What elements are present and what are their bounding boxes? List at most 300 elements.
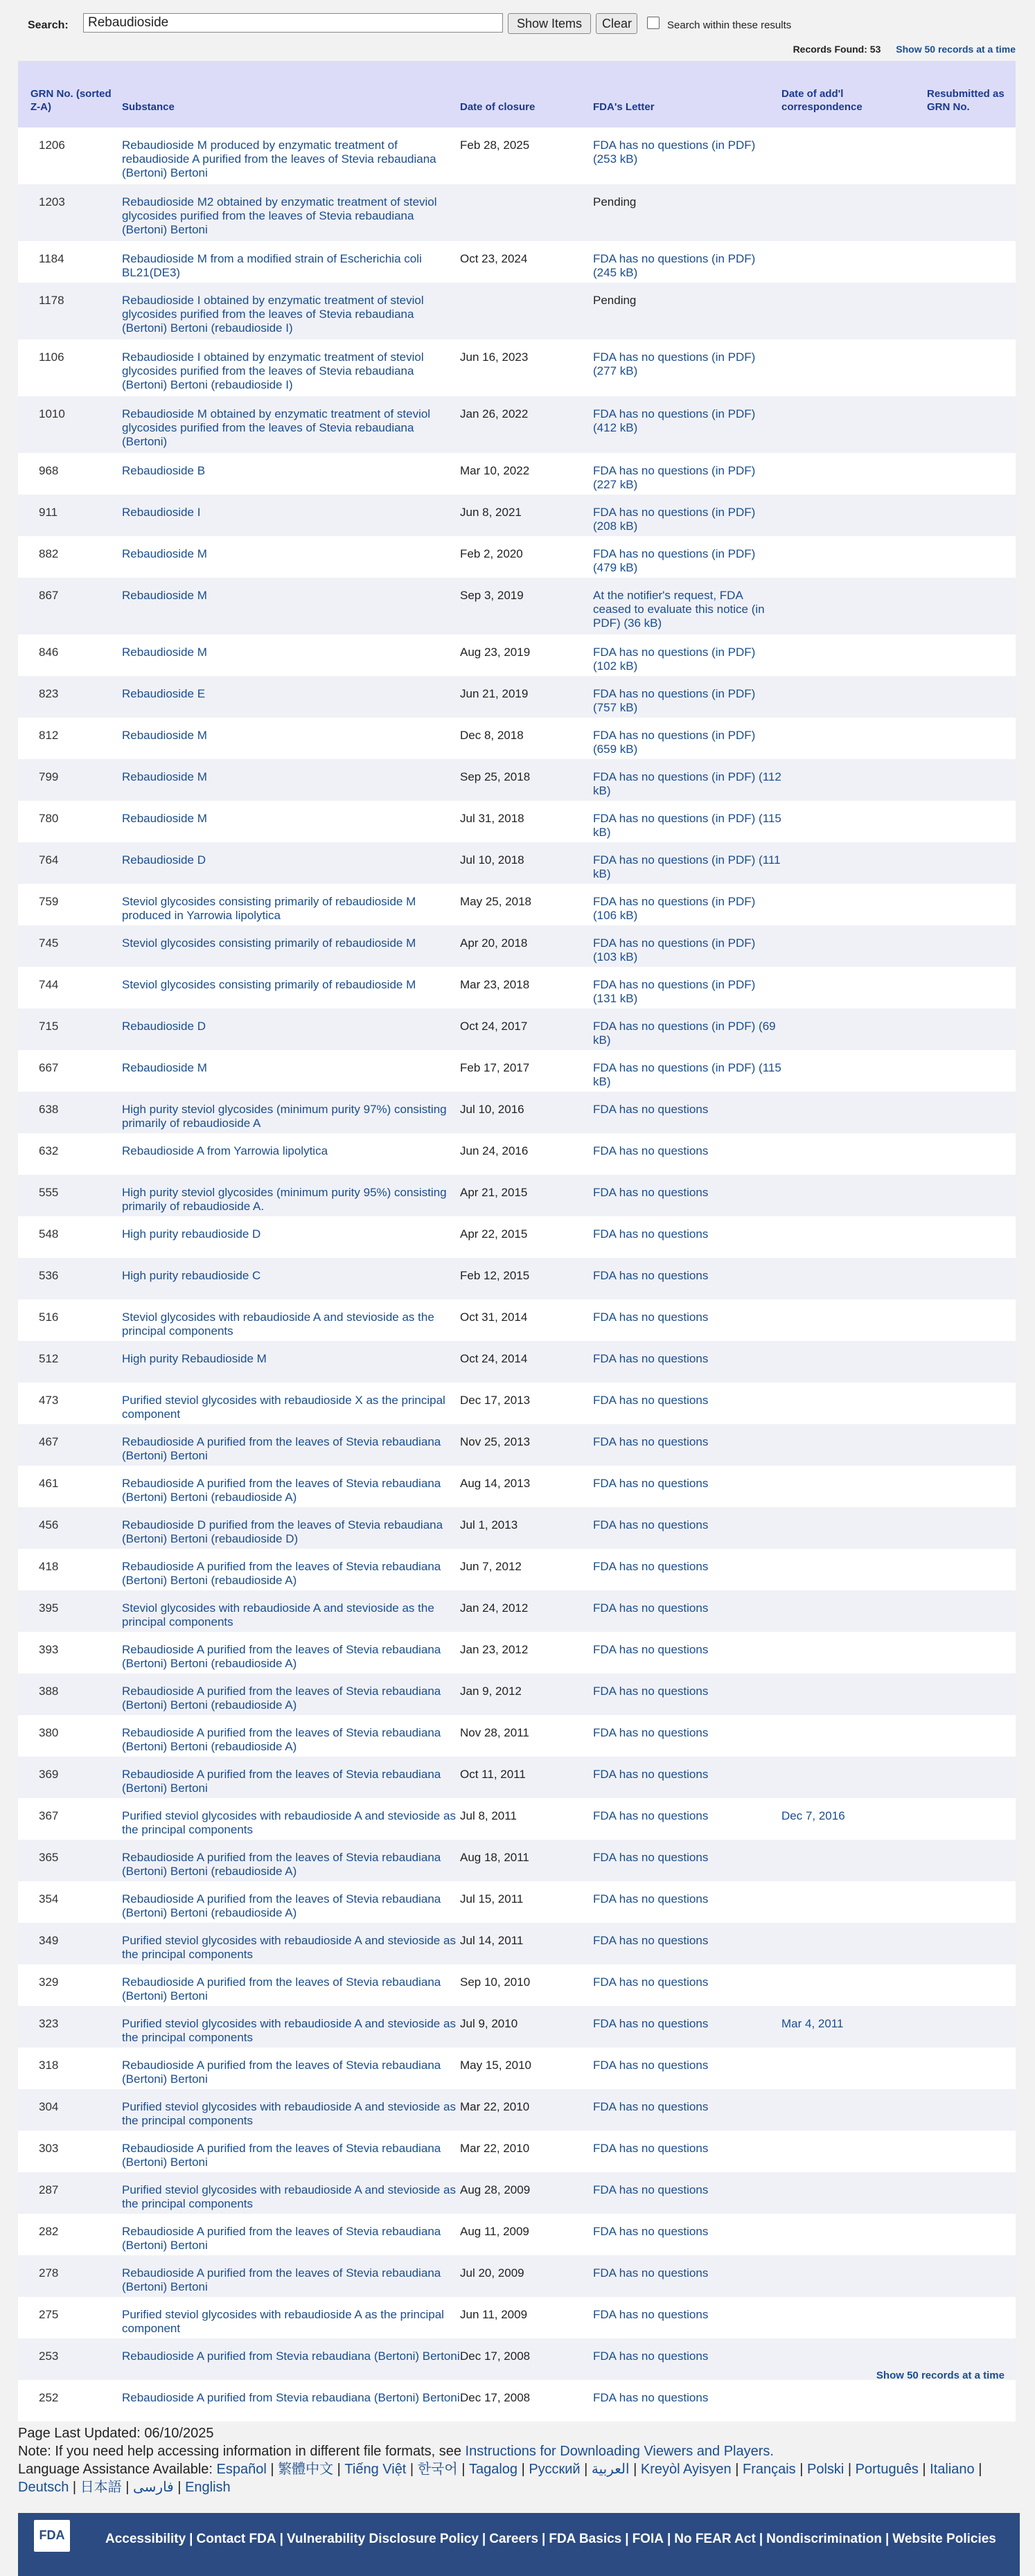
- cell-resubmitted-grn: [927, 1133, 1016, 1175]
- substance-link[interactable]: Steviol glycosides with rebaudioside A and stevioside as the principal components: [122, 1601, 434, 1628]
- cell-resubmitted-grn: [927, 925, 1016, 967]
- table-row: [18, 1341, 1016, 1383]
- fda-letter[interactable]: FDA has no questions: [593, 1809, 709, 1822]
- cell-resubmitted-grn: [927, 2089, 1016, 2131]
- footer-separator: |: [625, 2532, 629, 2546]
- language-link[interactable]: Kreyòl Ayisyen: [640, 2462, 732, 2477]
- cell-grn-number: 715: [39, 1020, 59, 1033]
- cell-grn-number: 745: [39, 936, 59, 950]
- substance-link[interactable]: Purified steviol glycosides with rebaudioside A and stevioside as the principal components: [122, 2183, 456, 2210]
- cell-correspondence-date: [781, 1881, 927, 1923]
- fda-letter[interactable]: FDA has no questions: [593, 2266, 709, 2280]
- cell-closure-date: Mar 22, 2010: [460, 2100, 530, 2113]
- substance-link[interactable]: Rebaudioside M: [122, 646, 207, 659]
- fda-letter[interactable]: FDA has no questions (in PDF) (227 kB): [593, 464, 756, 491]
- cell-substance-link: [122, 1798, 460, 1840]
- col-header-correspondence[interactable]: Date of add'l correspondence: [781, 88, 862, 113]
- cell-grn-number: 456: [39, 1518, 59, 1531]
- fda-letter[interactable]: FDA has no questions (in PDF) (131 kB): [593, 978, 756, 1005]
- cell-correspondence-date: [781, 884, 927, 925]
- cell-fda-letter: [593, 1466, 781, 1507]
- cell-fda-letter: [593, 2048, 781, 2089]
- language-link[interactable]: Español: [216, 2462, 267, 2477]
- cell-grn-number: 911: [39, 506, 58, 519]
- cell-correspondence-date: [781, 396, 927, 453]
- cell-closure-date: Dec 17, 2013: [460, 1394, 531, 1407]
- cell-fda-letter: [593, 241, 781, 283]
- table-row: [18, 1383, 1016, 1424]
- substance-link[interactable]: Rebaudioside A purified from the leaves of Stevia rebaudiana (Bertoni) Bertoni (rebaudioside A): [122, 1477, 441, 1504]
- cell-resubmitted-grn: [927, 1632, 1016, 1673]
- language-separator: |: [518, 2462, 529, 2477]
- cell-substance-link: [122, 2006, 460, 2048]
- cell-grn-number: 882: [39, 547, 59, 560]
- cell-resubmitted-grn: [927, 2131, 1016, 2172]
- cell-correspondence-date: [781, 2048, 927, 2089]
- cell-grn-number: 304: [39, 2100, 59, 2113]
- fda-letter[interactable]: FDA has no questions: [593, 2391, 709, 2404]
- cell-fda-letter: [593, 1881, 781, 1923]
- cell-correspondence-date: [781, 2380, 927, 2422]
- table-row: [18, 801, 1016, 842]
- cell-substance-link: [122, 925, 460, 967]
- table-row: [18, 967, 1016, 1009]
- language-link[interactable]: English: [185, 2480, 231, 2495]
- substance-link[interactable]: Rebaudioside M from a modified strain of Escherichia coli BL21(DE3): [122, 252, 422, 279]
- table-row: [18, 453, 1016, 495]
- cell-correspondence-date: [781, 453, 927, 495]
- substance-link[interactable]: Purified steviol glycosides with rebaudioside A and stevioside as the principal components: [122, 2100, 456, 2127]
- cell-closure-date: Jun 8, 2021: [460, 506, 522, 519]
- language-link[interactable]: Deutsch: [18, 2480, 69, 2495]
- substance-link[interactable]: Rebaudioside D: [122, 853, 206, 867]
- fda-letter[interactable]: FDA has no questions: [593, 1186, 709, 1199]
- substance-link[interactable]: Steviol glycosides consisting primarily of rebaudioside M: [122, 936, 416, 950]
- fda-letter[interactable]: FDA has no questions (in PDF) (412 kB): [593, 407, 756, 434]
- table-row: [18, 396, 1016, 453]
- cell-correspondence-date: [781, 1424, 927, 1466]
- cell-substance-link: [122, 759, 460, 801]
- cell-fda-letter: [593, 718, 781, 759]
- table-row: [18, 1466, 1016, 1507]
- cell-grn-number: 1206: [39, 139, 65, 152]
- fda-letter[interactable]: FDA has no questions: [593, 1435, 709, 1448]
- cell-resubmitted-grn: [927, 1673, 1016, 1715]
- cell-resubmitted-grn: [927, 1964, 1016, 2006]
- fda-letter[interactable]: FDA has no questions (in PDF) (659 kB): [593, 729, 756, 756]
- cell-substance-link: [122, 1009, 460, 1050]
- cell-correspondence-date: [781, 127, 927, 184]
- substance-link[interactable]: Rebaudioside M produced by enzymatic treatment of rebaudioside A purified from the leaves of Stevia rebaudiana (Bertoni) Bertoni: [122, 139, 436, 179]
- substance-link[interactable]: Rebaudioside A purified from the leaves of Stevia rebaudiana (Bertoni) Bertoni (rebaudioside A): [122, 1685, 441, 1712]
- fda-letter[interactable]: FDA has no questions (in PDF) (102 kB): [593, 646, 756, 673]
- fda-letter[interactable]: FDA has no questions: [593, 1144, 709, 1157]
- language-separator: |: [974, 2462, 982, 2477]
- cell-substance-link: [122, 1466, 460, 1507]
- substance-link[interactable]: High purity rebaudioside C: [122, 1269, 261, 1282]
- cell-closure-date: Jun 7, 2012: [460, 1560, 522, 1573]
- footer-separator: |: [279, 2532, 283, 2546]
- cell-substance-link: [122, 2131, 460, 2172]
- fda-letter[interactable]: FDA has no questions (in PDF) (112 kB): [593, 770, 781, 797]
- substance-link[interactable]: High purity steviol glycosides (minimum purity 97%) consisting primarily of rebaudioside A: [122, 1103, 447, 1130]
- substance-link[interactable]: Purified steviol glycosides with rebaudioside A as the principal component: [122, 2308, 444, 2335]
- cell-grn-number: 349: [39, 1934, 59, 1947]
- substance-link[interactable]: Purified steviol glycosides with rebaudioside A and stevioside as the principal components: [122, 1809, 456, 1836]
- fda-letter[interactable]: FDA has no questions: [593, 1560, 709, 1573]
- fda-letter[interactable]: FDA has no questions (in PDF) (208 kB): [593, 506, 756, 533]
- cell-grn-number: 418: [39, 1560, 59, 1573]
- substance-link[interactable]: Rebaudioside A from Yarrowia lipolytica: [122, 1144, 328, 1157]
- table-row: [18, 718, 1016, 759]
- cell-substance-link: [122, 967, 460, 1009]
- fda-letter[interactable]: FDA has no questions: [593, 1892, 709, 1906]
- substance-link[interactable]: Steviol glycosides consisting primarily of rebaudioside M: [122, 978, 416, 991]
- cell-closure-date: Oct 24, 2017: [460, 1020, 528, 1033]
- substance-link[interactable]: Rebaudioside M: [122, 1061, 207, 1074]
- substance-link[interactable]: Rebaudioside A purified from the leaves of Stevia rebaudiana (Bertoni) Bertoni: [122, 2059, 441, 2086]
- cell-fda-letter: [593, 1175, 781, 1216]
- language-link[interactable]: 日本語: [80, 2480, 122, 2495]
- fda-letter[interactable]: FDA has no questions: [593, 1851, 709, 1864]
- language-link[interactable]: العربية: [591, 2462, 630, 2477]
- table-row: [18, 925, 1016, 967]
- cell-resubmitted-grn: [927, 1923, 1016, 1964]
- fda-letter[interactable]: FDA has no questions (in PDF) (277 kB): [593, 350, 756, 377]
- table-row: [18, 1175, 1016, 1216]
- cell-correspondence-date: [781, 1632, 927, 1673]
- cell-grn-number: 367: [39, 1809, 59, 1822]
- col-header-letter[interactable]: FDA's Letter: [593, 101, 655, 113]
- fda-letter[interactable]: FDA has no questions (in PDF) (115 kB): [593, 812, 781, 839]
- language-link[interactable]: فارسی: [133, 2480, 174, 2495]
- correspondence-date[interactable]: Dec 7, 2016: [781, 1809, 845, 1822]
- fda-letter[interactable]: FDA has no questions: [593, 1227, 709, 1241]
- fda-letter[interactable]: FDA has no questions: [593, 1518, 709, 1531]
- table-row: [18, 2338, 1016, 2380]
- cell-closure-date: Aug 23, 2019: [460, 646, 531, 659]
- fda-letter[interactable]: FDA has no questions: [593, 1975, 709, 1989]
- cell-substance-link: [122, 718, 460, 759]
- cell-grn-number: 555: [39, 1186, 59, 1199]
- cell-closure-date: Oct 23, 2024: [460, 252, 528, 265]
- cell-grn-number: 461: [39, 1477, 59, 1490]
- language-link[interactable]: Tagalog: [468, 2462, 518, 2477]
- cell-correspondence-date: [781, 1798, 927, 1840]
- fda-letter[interactable]: FDA has no questions (in PDF) (115 kB): [593, 1061, 781, 1088]
- substance-link[interactable]: Rebaudioside A purified from the leaves of Stevia rebaudiana (Bertoni) Bertoni (rebaudioside A): [122, 1726, 441, 1753]
- cell-correspondence-date: [781, 1299, 927, 1341]
- cell-resubmitted-grn: [927, 536, 1016, 578]
- fda-letter[interactable]: FDA has no questions: [593, 1685, 709, 1698]
- substance-link[interactable]: Rebaudioside E: [122, 687, 206, 700]
- col-header-grn[interactable]: GRN No. (sorted Z-A): [30, 88, 112, 113]
- cell-resubmitted-grn: [927, 127, 1016, 184]
- table-row: [18, 1258, 1016, 1299]
- table-header-row: [18, 61, 1016, 127]
- language-link[interactable]: Italiano: [930, 2462, 975, 2477]
- substance-link[interactable]: Rebaudioside A purified from Stevia rebaudiana (Bertoni) Bertoni: [122, 2391, 460, 2404]
- cell-resubmitted-grn: [927, 1840, 1016, 1881]
- show-items-button[interactable]: Show Items: [508, 13, 591, 34]
- language-link[interactable]: 繁體中文: [278, 2462, 334, 2477]
- cell-fda-letter: [593, 2255, 781, 2297]
- cell-correspondence-date: [781, 2214, 927, 2255]
- substance-link[interactable]: Rebaudioside D: [122, 1020, 206, 1033]
- cell-grn-number: 318: [39, 2059, 59, 2072]
- cell-fda-letter: [593, 1341, 781, 1383]
- show-50-link-bottom[interactable]: Show 50 records at a time: [876, 2370, 1005, 2381]
- language-link[interactable]: Français: [742, 2462, 796, 2477]
- fda-letter[interactable]: FDA has no questions: [593, 2142, 709, 2155]
- substance-link[interactable]: Rebaudioside A purified from the leaves of Stevia rebaudiana (Bertoni) Bertoni (rebaudioside A): [122, 1851, 441, 1878]
- cell-resubmitted-grn: [927, 396, 1016, 453]
- fda-letter[interactable]: FDA has no questions: [593, 1352, 709, 1365]
- substance-link[interactable]: Rebaudioside M obtained by enzymatic treatment of steviol glycosides purified from the leaves of Stevia rebaudiana (Bertoni): [122, 407, 431, 448]
- cell-correspondence-date: [781, 801, 927, 842]
- substance-link[interactable]: Rebaudioside I obtained by enzymatic treatment of steviol glycosides purified from the leaves of Stevia rebaudiana (Bertoni) Bertoni (rebaudioside I): [122, 294, 424, 335]
- cell-substance-link: [122, 1923, 460, 1964]
- table-row: [18, 1549, 1016, 1590]
- substance-link[interactable]: Rebaudioside A purified from the leaves of Stevia rebaudiana (Bertoni) Bertoni: [122, 1435, 441, 1462]
- substance-link[interactable]: Rebaudioside M: [122, 547, 207, 560]
- cell-resubmitted-grn: [927, 801, 1016, 842]
- substance-link[interactable]: Rebaudioside M: [122, 770, 207, 783]
- cell-substance-link: [122, 1840, 460, 1881]
- fda-letter[interactable]: FDA has no questions: [593, 2350, 709, 2363]
- cell-grn-number: 1010: [39, 407, 65, 420]
- show-50-link[interactable]: Show 50 records at a time: [896, 44, 1016, 55]
- cell-correspondence-date: [781, 1341, 927, 1383]
- table-row: [18, 1216, 1016, 1258]
- cell-grn-number: 252: [39, 2391, 59, 2404]
- table-row: [18, 2048, 1016, 2089]
- substance-link[interactable]: High purity steviol glycosides (minimum purity 95%) consisting primarily of rebaudioside A.: [122, 1186, 447, 1213]
- cell-grn-number: 323: [39, 2017, 59, 2030]
- substance-link[interactable]: Rebaudioside A purified from the leaves of Stevia rebaudiana (Bertoni) Bertoni: [122, 2225, 441, 2252]
- fda-letter[interactable]: FDA has no questions: [593, 1103, 709, 1116]
- cell-resubmitted-grn: [927, 634, 1016, 676]
- cell-grn-number: 365: [39, 1851, 59, 1864]
- fda-letter[interactable]: FDA has no questions: [593, 1311, 709, 1324]
- cell-correspondence-date: [781, 1757, 927, 1798]
- substance-link[interactable]: Rebaudioside A purified from the leaves of Stevia rebaudiana (Bertoni) Bertoni: [122, 2142, 441, 2169]
- substance-link[interactable]: Rebaudioside I obtained by enzymatic treatment of steviol glycosides purified from the leaves of Stevia rebaudiana (Bertoni) Bertoni (rebaudioside I): [122, 350, 424, 391]
- cell-substance-link: [122, 127, 460, 184]
- cell-closure-date: Aug 14, 2013: [460, 1477, 531, 1490]
- col-header-resubmitted[interactable]: Resubmitted as GRN No.: [927, 88, 1005, 113]
- cell-fda-letter: [593, 2089, 781, 2131]
- fda-letter[interactable]: FDA has no questions: [593, 2059, 709, 2072]
- fda-letter[interactable]: FDA has no questions: [593, 1934, 709, 1947]
- substance-link[interactable]: Steviol glycosides with rebaudioside A and stevioside as the principal components: [122, 1311, 434, 1338]
- substance-link[interactable]: Purified steviol glycosides with rebaudioside A and stevioside as the principal components: [122, 2017, 456, 2044]
- cell-correspondence-date: [781, 925, 927, 967]
- cell-closure-date: Aug 28, 2009: [460, 2183, 531, 2196]
- records-label: Records Found:: [793, 44, 867, 55]
- fda-letter[interactable]: FDA has no questions: [593, 2225, 709, 2238]
- cell-correspondence-date: [781, 536, 927, 578]
- search-within-checkbox[interactable]: [647, 17, 660, 29]
- fda-letter[interactable]: FDA has no questions: [593, 2100, 709, 2113]
- cell-correspondence-date: [781, 1507, 927, 1549]
- fda-letter[interactable]: FDA has no questions (in PDF) (106 kB): [593, 895, 756, 922]
- footer-link-website-policies[interactable]: Website Policies: [892, 2532, 996, 2546]
- table-row: [18, 2255, 1016, 2297]
- substance-link[interactable]: Rebaudioside A purified from the leaves of Stevia rebaudiana (Bertoni) Bertoni: [122, 1768, 441, 1795]
- fda-letter[interactable]: FDA has no questions: [593, 2017, 709, 2030]
- substance-link[interactable]: Rebaudioside M: [122, 812, 207, 825]
- language-separator: |: [795, 2462, 807, 2477]
- fda-letter[interactable]: FDA has no questions (in PDF) (103 kB): [593, 936, 756, 963]
- cell-closure-date: Jan 23, 2012: [460, 1643, 529, 1656]
- language-link[interactable]: Tiếng Việt: [344, 2462, 407, 2477]
- cell-fda-letter: [593, 2338, 781, 2380]
- footer-link-no-fear-act[interactable]: No FEAR Act: [674, 2532, 756, 2546]
- cell-grn-number: 275: [39, 2308, 59, 2321]
- fda-letter[interactable]: FDA has no questions: [593, 2183, 709, 2196]
- footer-link-nondiscrimination[interactable]: Nondiscrimination: [766, 2532, 882, 2546]
- col-header-substance[interactable]: Substance: [122, 101, 175, 113]
- substance-link[interactable]: Purified steviol glycosides with rebaudioside A and stevioside as the principal components: [122, 1934, 456, 1961]
- cell-closure-date: Oct 11, 2011: [460, 1768, 526, 1781]
- cell-correspondence-date: [781, 1590, 927, 1632]
- cell-closure-date: May 15, 2010: [460, 2059, 532, 2072]
- substance-link[interactable]: Rebaudioside B: [122, 464, 206, 477]
- fda-logo[interactable]: [34, 2520, 70, 2552]
- col-header-date[interactable]: Date of closure: [460, 101, 536, 113]
- cell-substance-link: [122, 453, 460, 495]
- fda-letter[interactable]: At the notifier's request, FDA ceased to evaluate this notice (in PDF) (36 kB): [593, 589, 765, 630]
- cell-resubmitted-grn: [927, 1341, 1016, 1383]
- cell-closure-date: Feb 28, 2025: [460, 139, 530, 152]
- cell-substance-link: [122, 2089, 460, 2131]
- language-link[interactable]: Русский: [529, 2462, 581, 2477]
- cell-grn-number: 287: [39, 2183, 59, 2196]
- fda-logo-text: FDA: [39, 2528, 65, 2542]
- footer-link-vulnerability-disclosure-policy[interactable]: Vulnerability Disclosure Policy: [286, 2532, 479, 2546]
- fda-letter[interactable]: FDA has no questions (in PDF) (245 kB): [593, 252, 756, 279]
- cell-fda-letter: [593, 1092, 781, 1133]
- table-row: [18, 1092, 1016, 1133]
- cell-substance-link: [122, 1299, 460, 1341]
- viewers-link[interactable]: Instructions for Downloading Viewers and Players.: [465, 2444, 774, 2459]
- cell-correspondence-date: [781, 1383, 927, 1424]
- cell-fda-letter: [593, 1507, 781, 1549]
- fda-letter[interactable]: FDA has no questions (in PDF) (757 kB): [593, 687, 756, 714]
- fda-letter[interactable]: FDA has no questions: [593, 1726, 709, 1739]
- cell-fda-letter: [593, 578, 781, 634]
- substance-link[interactable]: Rebaudioside D purified from the leaves of Stevia rebaudiana (Bertoni) Bertoni (rebaudioside D): [122, 1518, 443, 1545]
- footer-link-accessibility[interactable]: Accessibility: [105, 2532, 186, 2546]
- table-row: [18, 2172, 1016, 2214]
- substance-link[interactable]: Rebaudioside A purified from the leaves of Stevia rebaudiana (Bertoni) Bertoni (rebaudioside A): [122, 1560, 441, 1587]
- substance-link[interactable]: Rebaudioside I: [122, 506, 201, 519]
- table-row: [18, 759, 1016, 801]
- substance-link[interactable]: Steviol glycosides consisting primarily of rebaudioside M produced in Yarrowia lipolytica: [122, 895, 416, 922]
- substance-link[interactable]: Rebaudioside A purified from Stevia rebaudiana (Bertoni) Bertoni: [122, 2350, 460, 2363]
- table-row: [18, 536, 1016, 578]
- substance-link[interactable]: Rebaudioside M: [122, 589, 207, 602]
- substance-link[interactable]: Rebaudioside M2 obtained by enzymatic treatment of steviol glycosides purified from the leaves of Stevia rebaudiana (Bertoni) Bertoni: [122, 195, 437, 236]
- cell-fda-letter: [593, 2214, 781, 2255]
- correspondence-date[interactable]: Mar 4, 2011: [781, 2017, 844, 2030]
- cell-grn-number: 638: [39, 1103, 59, 1116]
- fda-letter[interactable]: FDA has no questions: [593, 1269, 709, 1282]
- cell-fda-letter: [593, 801, 781, 842]
- footer-link-contact-fda[interactable]: Contact FDA: [196, 2532, 276, 2546]
- fda-letter[interactable]: FDA has no questions: [593, 2308, 709, 2321]
- cell-fda-letter: Pending: [593, 294, 637, 307]
- cell-resubmitted-grn: [927, 676, 1016, 718]
- substance-link[interactable]: Rebaudioside M: [122, 729, 207, 742]
- substance-link[interactable]: Rebaudioside A purified from the leaves of Stevia rebaudiana (Bertoni) Bertoni: [122, 2266, 441, 2293]
- language-link[interactable]: 한국어: [417, 2462, 458, 2477]
- footer-link-careers[interactable]: Careers: [489, 2532, 539, 2546]
- cell-closure-date: Feb 2, 2020: [460, 547, 523, 560]
- fda-letter[interactable]: FDA has no questions (in PDF) (111 kB): [593, 853, 781, 880]
- cell-resubmitted-grn: [927, 1299, 1016, 1341]
- cell-substance-link: [122, 396, 460, 453]
- footer-link-fda-basics[interactable]: FDA Basics: [549, 2532, 622, 2546]
- table-row: [18, 1798, 1016, 1840]
- cell-resubmitted-grn: [927, 241, 1016, 283]
- cell-substance-link: [122, 1715, 460, 1757]
- language-separator: |: [333, 2462, 345, 2477]
- fda-letter[interactable]: FDA has no questions: [593, 1768, 709, 1781]
- cell-resubmitted-grn: [927, 759, 1016, 801]
- cell-grn-number: 516: [39, 1311, 59, 1324]
- fda-letter[interactable]: FDA has no questions: [593, 1601, 709, 1615]
- cell-fda-letter: [593, 396, 781, 453]
- footer-link-foia[interactable]: FOIA: [632, 2532, 664, 2546]
- substance-link[interactable]: Rebaudioside A purified from the leaves of Stevia rebaudiana (Bertoni) Bertoni (rebaudioside A): [122, 1643, 441, 1670]
- cell-closure-date: Jul 1, 2013: [460, 1518, 518, 1531]
- cell-substance-link: [122, 842, 460, 884]
- fda-letter[interactable]: FDA has no questions: [593, 1477, 709, 1490]
- cell-fda-letter: [593, 1590, 781, 1632]
- results-table: [18, 61, 1016, 2422]
- cell-substance-link: [122, 1507, 460, 1549]
- fda-letter[interactable]: FDA has no questions: [593, 1643, 709, 1656]
- fda-letter[interactable]: FDA has no questions (in PDF) (69 kB): [593, 1020, 776, 1047]
- language-link[interactable]: Português: [855, 2462, 919, 2477]
- search-input[interactable]: [83, 13, 503, 33]
- fda-letter[interactable]: FDA has no questions (in PDF) (253 kB): [593, 139, 756, 166]
- substance-link[interactable]: High purity rebaudioside D: [122, 1227, 261, 1241]
- cell-resubmitted-grn: [927, 718, 1016, 759]
- cell-closure-date: [460, 184, 593, 241]
- substance-link[interactable]: Rebaudioside A purified from the leaves of Stevia rebaudiana (Bertoni) Bertoni (rebaudioside A): [122, 1892, 441, 1919]
- substance-link[interactable]: Purified steviol glycosides with rebaudioside X as the principal component: [122, 1394, 445, 1421]
- fda-letter[interactable]: FDA has no questions (in PDF) (479 kB): [593, 547, 756, 574]
- cell-fda-letter: [593, 2380, 781, 2422]
- cell-grn-number: 303: [39, 2142, 59, 2155]
- table-row: [18, 184, 1016, 241]
- clear-button[interactable]: Clear: [596, 13, 637, 34]
- cell-resubmitted-grn: [927, 184, 1016, 241]
- substance-link[interactable]: High purity Rebaudioside M: [122, 1352, 267, 1365]
- cell-fda-letter: [593, 1840, 781, 1881]
- fda-letter[interactable]: FDA has no questions: [593, 1394, 709, 1407]
- language-separator: |: [173, 2480, 186, 2495]
- substance-link[interactable]: Rebaudioside A purified from the leaves of Stevia rebaudiana (Bertoni) Bertoni: [122, 1975, 441, 2002]
- language-link[interactable]: Polski: [807, 2462, 844, 2477]
- cell-substance-link: [122, 2380, 460, 2422]
- cell-fda-letter: [593, 634, 781, 676]
- cell-correspondence-date: [781, 1715, 927, 1757]
- cell-grn-number: 395: [39, 1601, 59, 1615]
